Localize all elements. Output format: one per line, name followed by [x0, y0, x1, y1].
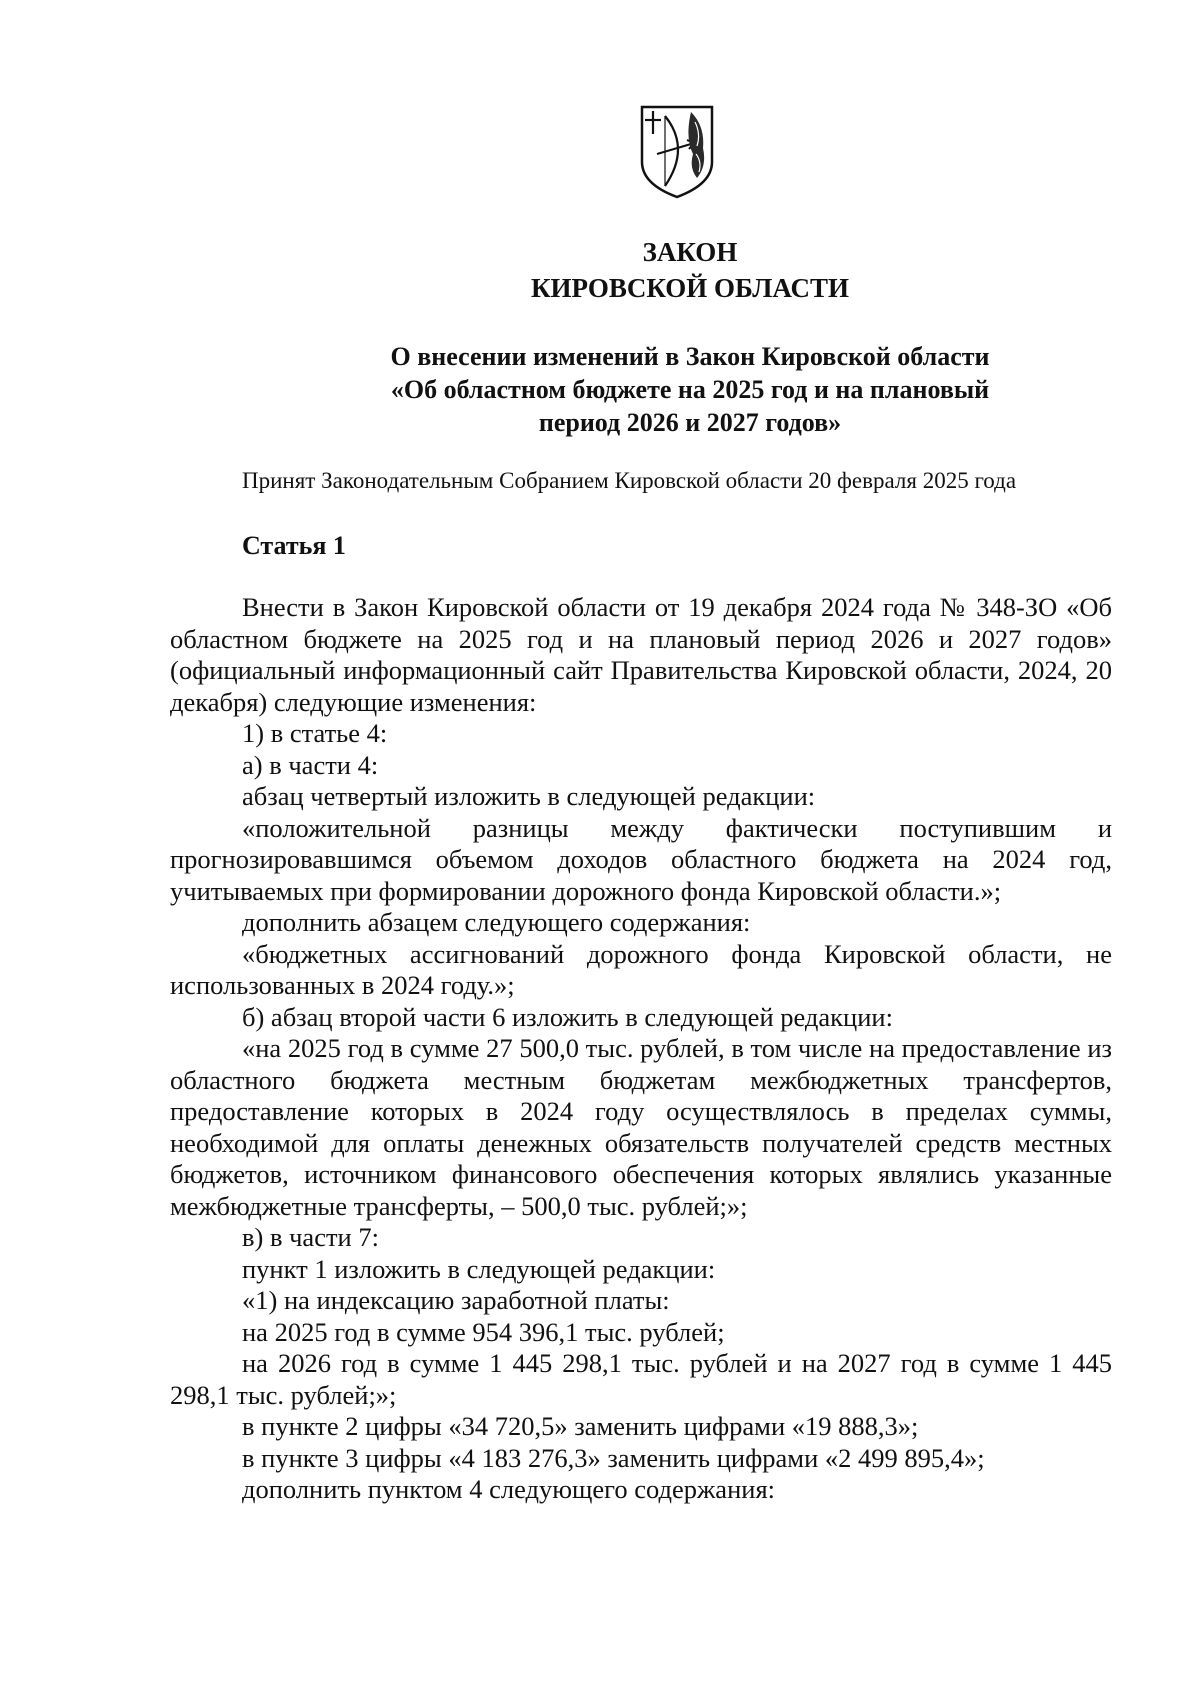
paragraph: б) абзац второй части 6 изложить в следующей редакции:: [242, 1001, 893, 1032]
adoption-note: Принят Законодательным Собранием Кировской области 20 февраля 2025 года: [242, 468, 1017, 493]
paragraph: «положительной разницы между фактически поступившим и прогнозировавшимся объемом доходов областного бюджета на 2024 год, учитываемых при формировании дорожного фонда Кировской области.»;: [170, 812, 1112, 906]
paragraph: на 2025 год в сумме 954 396,1 тыс. рублей;: [242, 1316, 725, 1347]
title-line: ЗАКОН: [642, 237, 738, 267]
subject-line: период 2026 и 2027 годов»: [538, 408, 842, 437]
paragraph: 1) в статье 4:: [242, 718, 388, 748]
title-line: КИРОВСКОЙ ОБЛАСТИ: [530, 273, 850, 303]
paragraph: в) в части 7:: [242, 1222, 379, 1252]
paragraph: в пункте 3 цифры «4 183 276,3» заменить цифрами «2 499 895,4»;: [242, 1442, 985, 1473]
paragraph: «1) на индексацию заработной платы:: [242, 1285, 670, 1315]
paragraph: пункт 1 изложить в следующей редакции:: [242, 1253, 716, 1284]
law-subject: [300, 340, 1080, 439]
law-title: [400, 234, 980, 306]
article-heading: Статья 1: [242, 531, 346, 560]
article-body: [170, 592, 1112, 1506]
paragraph: в пункте 2 цифры «34 720,5» заменить цифрами «19 888,3»;: [242, 1411, 919, 1441]
subject-line: «Об областном бюджете на 2025 год и на плановый: [390, 375, 990, 404]
subject-line: О внесении изменений в Закон Кировской области: [390, 342, 990, 371]
paragraph: дополнить абзацем следующего содержания:: [242, 907, 751, 937]
paragraph: «бюджетных ассигнований дорожного фонда Кировской области, не использованных в 2024 году.»;: [170, 938, 1112, 1000]
paragraph: дополнить пунктом 4 следующего содержания:: [242, 1474, 775, 1504]
paragraph: а) в части 4:: [242, 749, 379, 780]
paragraph: «на 2025 год в сумме 27 500,0 тыс. рублей, в том числе на предоставление из областного бюджета местным бюджетам межбюджетных трансфертов, предоставление которых в 2024 году осуществлялось в пределах суммы, необходимой для оплаты денежных обязательств получателей средств местных бюджетов, источником финансового обеспечения которых являлись указанные межбюджетные трансферты, – 500,0 тыс. рублей;»;: [170, 1033, 1112, 1221]
paragraph: абзац четвертый изложить в следующей редакции:: [242, 781, 816, 811]
coat-of-arms-icon: [639, 104, 715, 200]
paragraph: Внести в Закон Кировской области от 19 декабря 2024 года № 348-ЗО «Об областном бюджете на 2025 год и на плановый период 2026 и 2027 годов» (официальный информационный сайт Правительства Кировской области, 2024, 20 декабря) следующие изменения:: [170, 592, 1112, 717]
paragraph: на 2026 год в сумме 1 445 298,1 тыс. рублей и на 2027 год в сумме 1 445 298,1 тыс. рублей;»;: [170, 1348, 1112, 1410]
